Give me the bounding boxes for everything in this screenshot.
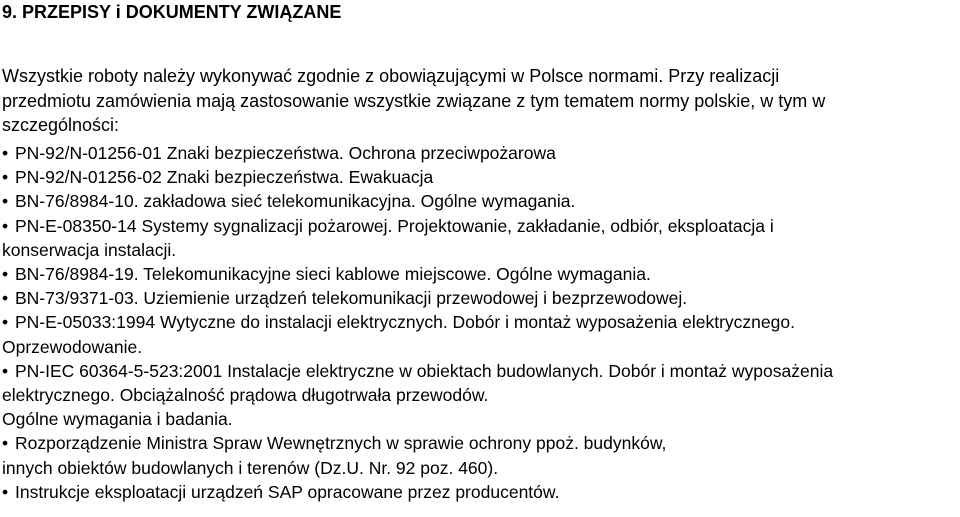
bullet-icon: • xyxy=(2,360,9,381)
list-item-line xyxy=(2,431,957,455)
list-item-text: Oprzewodowanie. xyxy=(2,336,143,357)
list-item-line xyxy=(2,335,957,359)
standards-list xyxy=(2,141,957,504)
list-item xyxy=(2,431,957,479)
list-item-text: BN-76/8984-10. zakładowa sieć telekomunikacyjna. Ogólne wymagania. xyxy=(15,191,576,212)
list-item xyxy=(2,262,957,286)
list-item xyxy=(2,286,957,310)
bullet-icon: • xyxy=(2,143,9,163)
list-item-line xyxy=(2,456,957,480)
list-item xyxy=(2,214,957,262)
intro-paragraph xyxy=(2,64,952,138)
bullet-icon: • xyxy=(2,481,9,502)
list-item-line xyxy=(2,383,957,407)
list-item xyxy=(2,480,957,504)
list-item-text: BN-73/9371-03. Uziemienie urządzeń telekomunikacji przewodowej i bezprzewodowej. xyxy=(15,288,688,309)
list-item xyxy=(2,310,957,358)
list-item-line xyxy=(2,310,957,334)
intro-line: Wszystkie roboty należy wykonywać zgodnie z obowiązującymi w Polsce normami. Przy realizacji xyxy=(2,66,780,86)
list-item-line xyxy=(2,359,957,383)
list-item-text: elektrycznego. Obciążalność prądowa długotrwała przewodów. xyxy=(2,385,489,406)
bullet-icon: • xyxy=(2,215,9,236)
list-item-text: PN-IEC 60364-5-523:2001 Instalacje elektryczne w obiektach budowlanych. Dobór i montaż wyposażenia xyxy=(15,360,834,381)
bullet-icon: • xyxy=(2,264,9,285)
list-item-text: innych obiektów budowlanych i terenów (Dz.U. Nr. 92 poz. 460). xyxy=(2,457,499,478)
list-item-text: PN-E-08350-14 Systemy sygnalizacji pożarowej. Projektowanie, zakładanie, odbiór, eksploatacja i xyxy=(15,215,774,236)
list-item-line xyxy=(2,165,957,189)
list-item-text: PN-E-05033:1994 Wytyczne do instalacji elektrycznych. Dobór i montaż wyposażenia elektrycznego. xyxy=(15,312,795,333)
list-item xyxy=(2,359,957,432)
section-heading: 9. PRZEPISY i DOKUMENTY ZWIĄZANE xyxy=(2,2,342,22)
list-item-text: PN-92/N-01256-02 Znaki bezpieczeństwa. Ewakuacja xyxy=(15,167,434,188)
list-item xyxy=(2,189,957,213)
list-item-text: Instrukcje eksploatacji urządzeń SAP opracowane przez producentów. xyxy=(15,481,560,502)
list-item-text: BN-76/8984-19. Telekomunikacyjne sieci kablowe miejscowe. Ogólne wymagania. xyxy=(15,264,651,285)
list-item-line xyxy=(2,214,957,238)
list-item-text: Ogólne wymagania i badania. xyxy=(2,409,233,430)
bullet-icon: • xyxy=(2,312,9,333)
list-item-line xyxy=(2,286,957,310)
bullet-icon: • xyxy=(2,167,9,188)
list-item-line xyxy=(2,407,957,431)
list-item-line xyxy=(2,141,957,165)
list-item-line xyxy=(2,480,957,504)
bullet-icon: • xyxy=(2,191,9,212)
list-item-line xyxy=(2,262,957,286)
intro-line: szczególności: xyxy=(2,115,120,135)
bullet-icon: • xyxy=(2,288,9,309)
list-item-text: konserwacja instalacji. xyxy=(2,239,177,260)
list-item-line xyxy=(2,189,957,213)
bullet-icon: • xyxy=(2,433,9,454)
list-item xyxy=(2,165,957,189)
list-item-text: Rozporządzenie Ministra Spraw Wewnętrznych w sprawie ochrony ppoż. budynków, xyxy=(15,433,667,454)
list-item-line xyxy=(2,238,957,262)
list-item xyxy=(2,141,957,165)
intro-line: przedmiotu zamówienia mają zastosowanie wszystkie związane z tym tematem normy polskie, w tym w xyxy=(2,90,826,111)
list-item-text: PN-92/N-01256-01 Znaki bezpieczeństwa. Ochrona przeciwpożarowa xyxy=(15,143,556,163)
